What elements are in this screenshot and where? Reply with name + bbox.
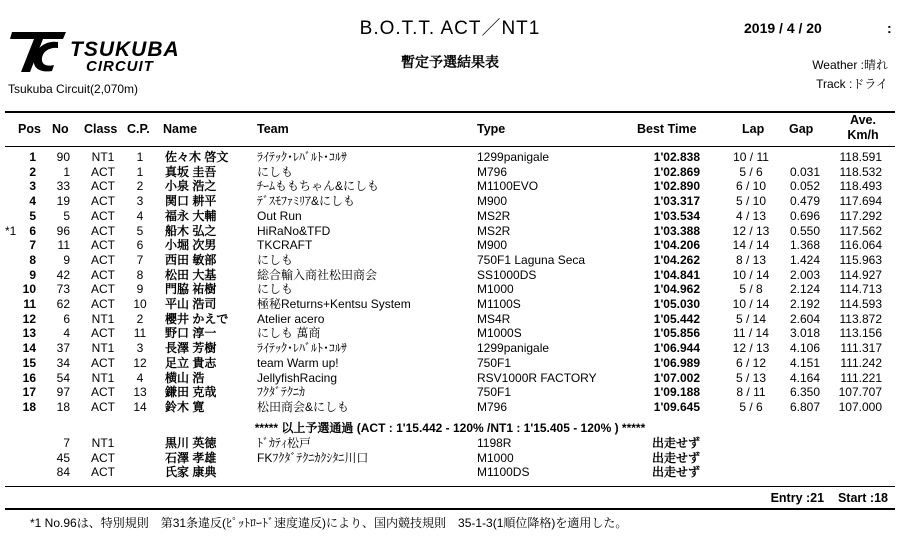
cell-best: 1'03.534 — [653, 208, 700, 223]
cell-best: 1'04.962 — [653, 282, 700, 297]
logo-text-tsukuba: TSUKUBA — [70, 38, 180, 61]
table-row — [0, 400, 900, 414]
cell-cp: 1 — [136, 164, 144, 179]
cell-pos: 18 — [22, 399, 36, 414]
cell-best: 1'04.262 — [653, 252, 700, 267]
cell-name: 横山 浩 — [165, 370, 205, 385]
cell-class: ACT — [91, 282, 115, 297]
cell-class: ACT — [91, 326, 115, 341]
weather-info: Weather :晴れ — [812, 58, 888, 72]
cell-type: M900 — [477, 194, 508, 209]
cell-no: 62 — [56, 297, 70, 311]
col-header-cp: C.P. — [127, 122, 150, 136]
cell-pos: 13 — [22, 326, 36, 341]
cell-ave: 114.713 — [839, 282, 882, 297]
cell-lap: 10 / 14 — [732, 267, 770, 282]
cell-no: 4 — [63, 326, 70, 341]
qualifying-cutoff-line: ***** 以上予選通過 (ACT : 1'15.442 - 120% /NT1 : 1'15.405 - 120% ) ***** — [254, 421, 646, 435]
cell-pos: 8 — [29, 252, 36, 267]
cell-gap: 0.031 — [789, 164, 820, 179]
cell-ave: 117.694 — [839, 194, 882, 209]
dns-row — [0, 465, 900, 479]
cell-cp: 5 — [136, 223, 144, 238]
cell-name: 小泉 浩之 — [165, 179, 217, 194]
cell-name: 真坂 圭吾 — [165, 164, 217, 179]
cell-gap: 0.550 — [789, 223, 820, 238]
cell-no: 96 — [56, 223, 70, 238]
cell-no: 34 — [56, 355, 70, 370]
logo-text-circuit: CIRCUIT — [86, 58, 154, 75]
divider-footer — [5, 508, 895, 510]
table-row — [0, 150, 900, 164]
cell-pos: 12 — [22, 311, 36, 326]
cell-lap: 8 / 13 — [735, 252, 767, 267]
cell-ave: 117.292 — [839, 208, 882, 223]
cell-class: NT1 — [91, 370, 115, 385]
cell-ave: 118.493 — [839, 179, 882, 194]
cell-pos: 7 — [29, 238, 36, 253]
col-header-team: Team — [257, 122, 289, 136]
cell-best: 1'03.388 — [653, 223, 700, 238]
cell-no: 42 — [56, 267, 70, 282]
cell-gap: 1.424 — [789, 252, 820, 267]
cell-pos: 1 — [29, 150, 36, 164]
cell-type: M796 — [477, 399, 508, 414]
cell-class: NT1 — [91, 311, 115, 326]
cell-best: 1'02.869 — [653, 164, 700, 179]
table-row — [0, 209, 900, 223]
cell-pos: 15 — [22, 355, 36, 370]
cell-cp: 4 — [136, 370, 144, 385]
cell-gap: 2.192 — [789, 297, 820, 311]
cell-type: RSV1000R FACTORY — [477, 370, 597, 385]
cell-ave: 113.872 — [839, 311, 882, 326]
cell-lap: 5 / 10 — [735, 194, 767, 209]
cell-cp: 3 — [136, 341, 144, 356]
cell-gap: 2.003 — [789, 267, 820, 282]
cell-lap: 11 / 14 — [733, 326, 769, 341]
cell-pos: 11 — [23, 297, 36, 311]
cell-type: M1000 — [477, 450, 514, 465]
cell-no: 18 — [56, 399, 70, 414]
cell-team: ﾗｲﾃｯｸ･ﾚﾊﾞﾙﾄ･ｺﾙｻ — [257, 341, 348, 356]
cell-cp: 1 — [136, 150, 144, 164]
cell-team: FKﾌｸﾀﾞﾃｸﾆｶｸｼﾀﾆ川口 — [257, 450, 369, 465]
cell-pos: 4 — [29, 194, 36, 209]
cell-team: JellyfishRacing — [257, 370, 338, 385]
cell-type: M796 — [477, 164, 508, 179]
cell-best: 1'09.645 — [653, 399, 700, 414]
cell-type: 750F1 Laguna Seca — [477, 252, 586, 267]
cell-team: HiRaNo&TFD — [257, 223, 331, 238]
cell-type: M900 — [477, 238, 508, 253]
cell-no: 19 — [56, 194, 70, 209]
cell-best: 1'06.989 — [653, 355, 700, 370]
cell-ave: 114.593 — [839, 297, 882, 311]
cell-class: NT1 — [91, 341, 115, 356]
cell-class: ACT — [91, 252, 115, 267]
table-row — [0, 224, 900, 238]
cell-class: ACT — [91, 223, 115, 238]
cell-ave: 118.591 — [839, 150, 882, 164]
cell-lap: 10 / 14 — [732, 297, 770, 311]
cell-gap: 6.807 — [789, 399, 820, 414]
cell-gap: 4.151 — [789, 355, 820, 370]
table-row — [0, 326, 900, 340]
cell-type: 1198R — [477, 436, 512, 450]
cell-name: 鎌田 克哉 — [165, 385, 217, 400]
cell-gap: 2.124 — [789, 282, 820, 297]
cell-name: 関口 耕平 — [165, 194, 217, 209]
cell-class: NT1 — [91, 436, 115, 450]
table-row — [0, 194, 900, 208]
cell-name: 足立 貴志 — [165, 355, 217, 370]
cell-cp: 11 — [133, 326, 147, 341]
cell-name: 小堀 次男 — [165, 238, 217, 253]
cell-no: 84 — [56, 465, 70, 480]
cell-no: 90 — [56, 150, 70, 164]
cell-gap: 1.368 — [789, 238, 820, 253]
cell-class: ACT — [91, 179, 115, 194]
cell-team: ﾃﾞｽﾓﾌｧﾐﾘｱ&にしも — [257, 194, 356, 209]
table-row — [0, 165, 900, 179]
cell-pos: 6 — [29, 223, 36, 238]
cell-name: 鈴木 寛 — [165, 399, 205, 414]
cell-ave: 111.221 — [840, 370, 882, 385]
table-row — [0, 297, 900, 311]
col-header-ave — [833, 113, 893, 143]
cell-cp: 2 — [136, 311, 144, 326]
cell-type: 750F1 — [477, 355, 512, 370]
cell-cp: 7 — [136, 252, 144, 267]
cell-no: 73 — [56, 282, 70, 297]
cell-best: 1'02.838 — [653, 150, 700, 164]
cell-name: 福永 大輔 — [165, 208, 217, 223]
cell-class: ACT — [91, 465, 115, 480]
cell-gap: 4.164 — [789, 370, 820, 385]
cell-best: 出走せず — [651, 465, 700, 480]
cell-name: 佐々木 啓文 — [165, 150, 229, 164]
cell-type: MS2R — [477, 208, 511, 223]
cell-class: ACT — [91, 238, 115, 253]
cell-ave: 117.562 — [839, 223, 882, 238]
cell-type: MS2R — [477, 223, 511, 238]
cell-cp: 8 — [136, 267, 144, 282]
cell-class: ACT — [91, 208, 115, 223]
table-row — [0, 179, 900, 193]
cell-type: M1100DS — [477, 465, 530, 480]
col-header-type: Type — [477, 122, 506, 136]
cell-pos: 9 — [29, 267, 36, 282]
cell-team: にしも — [257, 282, 294, 297]
cell-team: 総合輸入商社松田商会 — [257, 267, 378, 282]
cell-class: ACT — [91, 450, 115, 465]
cell-lap: 5 / 14 — [735, 311, 767, 326]
cell-team: 極秘Returns+Kentsu System — [257, 297, 411, 311]
cell-gap: 6.350 — [789, 385, 820, 400]
cell-best: 1'05.856 — [653, 326, 700, 341]
cell-class: NT1 — [91, 150, 115, 164]
cell-name: 氏家 康典 — [165, 465, 217, 480]
cell-no: 1 — [63, 164, 70, 179]
cell-ave: 114.927 — [839, 267, 882, 282]
cell-no: 5 — [63, 208, 70, 223]
cell-best: 1'05.030 — [653, 297, 700, 311]
table-row — [0, 282, 900, 296]
cell-ave: 113.156 — [839, 326, 882, 341]
cell-name: 西田 敏部 — [165, 252, 217, 267]
cell-ave: 115.963 — [839, 252, 882, 267]
col-header-pos: Pos — [18, 122, 41, 136]
cell-class: ACT — [91, 194, 115, 209]
cell-lap: 4 / 13 — [735, 208, 767, 223]
cell-gap: 0.696 — [789, 208, 820, 223]
cell-class: ACT — [91, 297, 115, 311]
cell-team: にしも — [257, 164, 294, 179]
cell-best: 1'04.841 — [653, 267, 700, 282]
col-header-lap: Lap — [742, 122, 765, 136]
cell-mark: *1 — [5, 223, 17, 238]
cell-name: 平山 浩司 — [165, 297, 217, 311]
cell-pos: 10 — [22, 282, 36, 297]
cell-lap: 8 / 11 — [736, 385, 766, 400]
cell-best: 1'07.002 — [653, 370, 700, 385]
cell-team: ﾌｸﾀﾞﾃｸﾆｶ — [257, 385, 306, 400]
cell-team: 松田商会&にしも — [257, 399, 350, 414]
cell-gap: 4.106 — [789, 341, 820, 356]
cell-cp: 12 — [133, 355, 147, 370]
cell-no: 9 — [63, 252, 70, 267]
cell-lap: 14 / 14 — [732, 238, 770, 253]
cell-name: 黒川 英徳 — [165, 436, 217, 450]
cell-type: SS1000DS — [477, 267, 537, 282]
cell-gap: 0.052 — [789, 179, 820, 194]
cell-lap: 12 / 13 — [732, 341, 770, 356]
cell-no: 11 — [57, 238, 70, 253]
cell-lap: 12 / 13 — [732, 223, 770, 238]
cell-type: M1100S — [477, 297, 521, 311]
cell-name: 櫻井 かえで — [165, 311, 229, 326]
table-row — [0, 268, 900, 282]
cell-ave: 107.000 — [838, 399, 882, 414]
cell-type: M1000 — [477, 282, 514, 297]
table-row — [0, 312, 900, 326]
cell-no: 7 — [63, 436, 70, 450]
cell-gap: 0.479 — [789, 194, 820, 209]
cell-name: 野口 淳一 — [165, 326, 217, 341]
cell-team: にしも — [257, 252, 294, 267]
cell-pos: 2 — [29, 164, 36, 179]
cell-ave: 111.317 — [840, 341, 882, 356]
entry-start-counts — [771, 491, 888, 505]
entry-count: Entry :21 — [770, 491, 825, 505]
footnote: *1 No.96は、特別規則 第31条違反(ﾋﾟｯﾄﾛｰﾄﾞ速度違反)により、国内競技規則 35-1-3(1順位降格)を適用した。 — [30, 516, 628, 530]
cell-name: 松田 大基 — [165, 267, 217, 282]
cell-name: 船木 弘之 — [165, 223, 217, 238]
cell-team: ﾄﾞｶﾃｨ松戸 — [257, 436, 312, 450]
cell-best: 1'03.317 — [653, 194, 700, 209]
cell-best: 出走せず — [651, 436, 700, 450]
cell-no: 45 — [56, 450, 70, 465]
cell-class: ACT — [91, 267, 115, 282]
event-date: 2019 / 4 / 20 — [744, 20, 822, 36]
cell-type: M1100EVO — [477, 179, 539, 194]
cell-lap: 5 / 6 — [739, 164, 763, 179]
col-header-ave-line2: Km/h — [847, 128, 879, 142]
cell-type: M1000S — [477, 326, 522, 341]
cell-cp: 10 — [133, 297, 147, 311]
cell-lap: 5 / 13 — [735, 370, 767, 385]
cell-ave: 116.064 — [839, 238, 882, 253]
cell-cp: 13 — [133, 385, 147, 400]
cell-class: ACT — [91, 164, 115, 179]
col-header-gap: Gap — [789, 122, 814, 136]
cell-best: 1'05.442 — [653, 311, 700, 326]
cell-no: 33 — [56, 179, 70, 194]
col-header-ave-line1: Ave. — [850, 113, 876, 127]
start-count: Start :18 — [837, 491, 888, 505]
cell-ave: 107.707 — [838, 385, 882, 400]
cell-class: ACT — [91, 355, 115, 370]
cell-pos: 16 — [22, 370, 36, 385]
table-row — [0, 253, 900, 267]
table-row — [0, 238, 900, 252]
cell-lap: 5 / 8 — [739, 282, 763, 297]
dns-row — [0, 436, 900, 450]
cell-gap: 2.604 — [789, 311, 820, 326]
cell-best: 出走せず — [651, 450, 700, 465]
cell-class: ACT — [91, 399, 115, 414]
cell-name: 石澤 孝雄 — [165, 450, 217, 465]
cell-ave: 118.532 — [839, 164, 882, 179]
cell-team: ﾁｰﾑももちゃん&にしも — [257, 179, 380, 194]
cell-no: 6 — [63, 311, 70, 326]
cell-lap: 6 / 12 — [735, 355, 767, 370]
col-header-name: Name — [163, 122, 198, 136]
cell-class: ACT — [91, 385, 115, 400]
cell-best: 1'02.890 — [653, 179, 700, 194]
cell-name: 長澤 芳樹 — [165, 341, 217, 356]
cell-team: TKCRAFT — [257, 238, 313, 253]
cell-cp: 9 — [136, 282, 144, 297]
cell-no: 37 — [56, 341, 70, 356]
cell-type: 1299panigale — [477, 341, 550, 356]
table-row — [0, 341, 900, 355]
cell-team: team Warm up! — [257, 355, 339, 370]
track-condition: Track :ドライ — [816, 77, 888, 91]
cell-cp: 2 — [136, 179, 144, 194]
cell-cp: 3 — [136, 194, 144, 209]
cell-team: にしも 萬商 — [257, 326, 321, 341]
cell-pos: 3 — [29, 179, 36, 194]
table-row — [0, 385, 900, 399]
cell-no: 54 — [56, 370, 70, 385]
cell-best: 1'06.944 — [653, 341, 700, 356]
divider-header — [5, 146, 895, 147]
cell-team: Atelier acero — [257, 311, 325, 326]
cell-gap: 3.018 — [789, 326, 820, 341]
event-title: B.O.T.T. ACT／NT1 — [359, 18, 541, 39]
dns-row — [0, 451, 900, 465]
cell-type: 750F1 — [477, 385, 512, 400]
cell-pos: 17 — [22, 385, 36, 400]
cell-name: 門脇 祐樹 — [165, 282, 217, 297]
cell-team: Out Run — [257, 208, 302, 223]
divider-top — [5, 111, 895, 113]
cell-cp: 6 — [136, 238, 144, 253]
cell-lap: 6 / 10 — [735, 179, 767, 194]
cell-ave: 111.242 — [840, 355, 882, 370]
sub-title: 暫定予選結果表 — [401, 54, 499, 70]
cell-best: 1'09.188 — [653, 385, 700, 400]
cell-type: MS4R — [477, 311, 511, 326]
cell-pos: 5 — [29, 208, 36, 223]
cell-team: ﾗｲﾃｯｸ･ﾚﾊﾞﾙﾄ･ｺﾙｻ — [257, 150, 348, 164]
circuit-info: Tsukuba Circuit(2,070m) — [8, 82, 139, 96]
col-header-best-time: Best Time — [637, 122, 697, 136]
cell-cp: 14 — [133, 399, 147, 414]
col-header-class: Class — [84, 122, 118, 136]
cell-best: 1'04.206 — [653, 238, 700, 253]
cell-cp: 4 — [136, 208, 144, 223]
date-time-separator: : — [887, 20, 892, 36]
col-header-no: No — [52, 122, 69, 136]
cell-lap: 5 / 6 — [739, 399, 763, 414]
table-row — [0, 356, 900, 370]
cell-pos: 14 — [22, 341, 36, 356]
cell-lap: 10 / 11 — [733, 150, 769, 164]
cell-no: 97 — [56, 385, 70, 400]
divider-bottom — [5, 486, 895, 487]
cell-type: 1299panigale — [477, 150, 550, 164]
table-row — [0, 371, 900, 385]
